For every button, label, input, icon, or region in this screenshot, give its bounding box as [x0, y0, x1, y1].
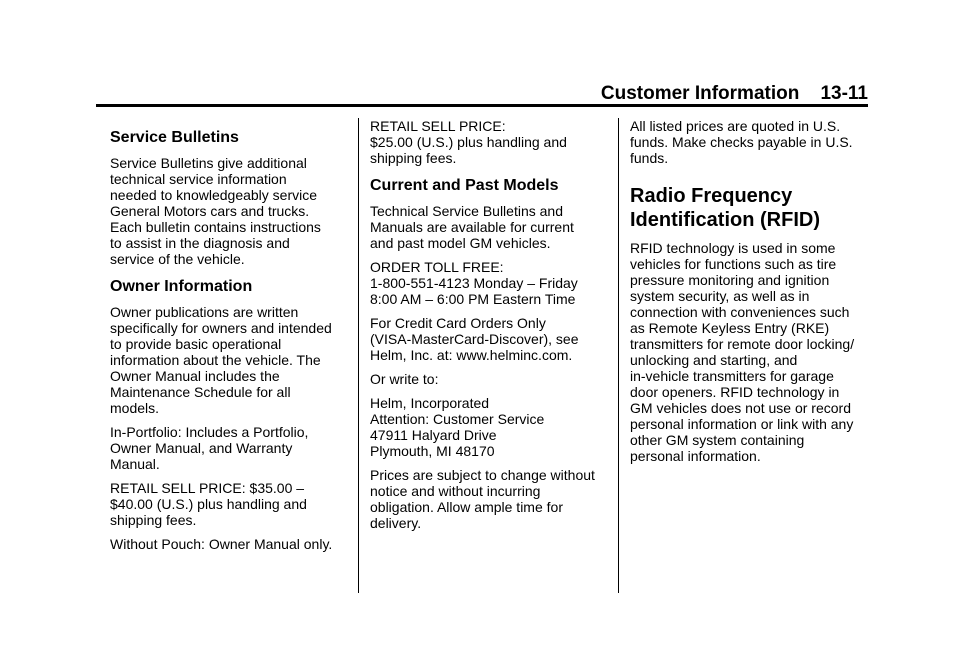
header-rule	[96, 104, 868, 107]
paragraph: Technical Service Bulletins and Manuals are available for current and past model GM vehicles.	[370, 203, 574, 251]
paragraph: RETAIL SELL PRICE: $25.00 (U.S.) plus handling and shipping fees.	[370, 118, 567, 166]
paragraph: For Credit Card Orders Only (VISA-MasterCard-Discover), see Helm, Inc. at: www.helminc.com.	[370, 315, 579, 363]
paragraph: Owner publications are written specifically for owners and intended to provide basic operational information about the vehicle. The Owner Manual includes the Maintenance Schedule for all models.	[110, 304, 332, 416]
paragraph: All listed prices are quoted in U.S. funds. Make checks payable in U.S. funds.	[630, 118, 853, 166]
section-prices-note	[630, 118, 870, 166]
section-service-bulletins	[110, 128, 350, 267]
section-current-past-models	[370, 176, 610, 531]
paragraph: In-Portfolio: Includes a Portfolio, Owner Manual, and Warranty Manual.	[110, 424, 309, 472]
paragraph: RETAIL SELL PRICE: $35.00 – $40.00 (U.S.) plus handling and shipping fees.	[110, 480, 307, 528]
section-heading: Radio Frequency Identification (RFID)	[630, 185, 820, 231]
section-heading: Current and Past Models	[370, 177, 559, 194]
column-1	[110, 128, 350, 552]
paragraph: Or write to:	[370, 371, 439, 387]
section-heading: Owner Information	[110, 278, 253, 295]
section-retail-price	[370, 118, 610, 166]
section-heading: Service Bulletins	[110, 129, 239, 146]
paragraph: Prices are subject to change without notice and without incurring obligation. Allow ample time for delivery.	[370, 467, 595, 531]
paragraph: RFID technology is used in some vehicles for functions such as tire pressure monitoring and ignition system security, as well as in connection with conveniences such as Remote Keyless Entry (RKE) transmitters for remote door locking/ unlocking and starting, and in-vehicle transmitters for garage door openers. RFID technology in GM vehicles does not use or record personal information or link with any other GM system containing personal information.	[630, 240, 855, 464]
paragraph: ORDER TOLL FREE: 1-800-551-4123 Monday – Friday 8:00 AM – 6:00 PM Eastern Time	[370, 259, 578, 307]
column-2	[370, 118, 610, 531]
page-title: Customer Information 13-11	[600, 83, 868, 104]
section-rfid	[630, 184, 870, 464]
column-3	[630, 118, 870, 464]
paragraph: Without Pouch: Owner Manual only.	[110, 536, 333, 552]
paragraph: Service Bulletins give additional technical service information needed to knowledgeably service General Motors cars and trucks. Each bulletin contains instructions to assist in the diagnosis and service of the vehicle.	[110, 155, 321, 267]
page-header	[96, 84, 868, 104]
section-owner-information	[110, 277, 350, 552]
column-divider-2	[618, 118, 619, 593]
column-divider-1	[358, 118, 359, 593]
paragraph: Helm, Incorporated Attention: Customer Service 47911 Halyard Drive Plymouth, MI 48170	[370, 395, 545, 459]
